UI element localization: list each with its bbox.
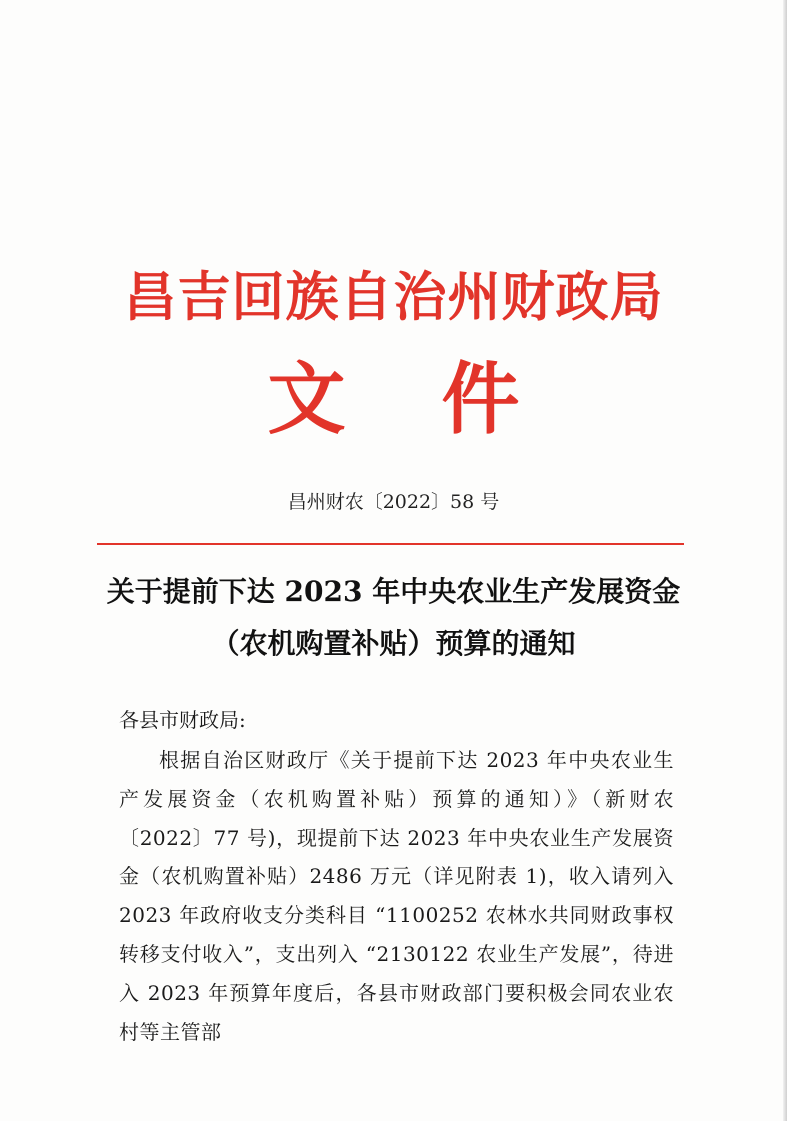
salutation: 各县市财政局: bbox=[119, 708, 246, 732]
red-divider-line bbox=[97, 543, 684, 545]
body-paragraph: 根据自治区财政厅《关于提前下达 2023 年中央农业生产发展资金（农机购置补贴）预算的通知）》（新财农〔2022〕77 号)，现提前下达 2023 年中央农业生产发展资金（农机购置补贴）2486 万元（详见附表 1)，收入请列入 2023 年政府收支分类科目 “1100252 农林水共同财政事权转移支付收入”，支出列入 “2130122 农业生产发展”，待进入 2023 年预算年度后，各县市财政部门要积极会同农业农村等主管部 bbox=[119, 748, 674, 1044]
page-edge-shadow bbox=[783, 0, 787, 1121]
document-type: 文件 bbox=[267, 354, 616, 445]
document-title: 关于提前下达 2023 年中央农业生产发展资金（农机购置补贴）预算的通知 bbox=[106, 575, 681, 660]
document-number: 昌州财农〔2022〕58 号 bbox=[287, 491, 500, 513]
issuer-name: 昌吉回族自治州财政局 bbox=[123, 267, 664, 328]
